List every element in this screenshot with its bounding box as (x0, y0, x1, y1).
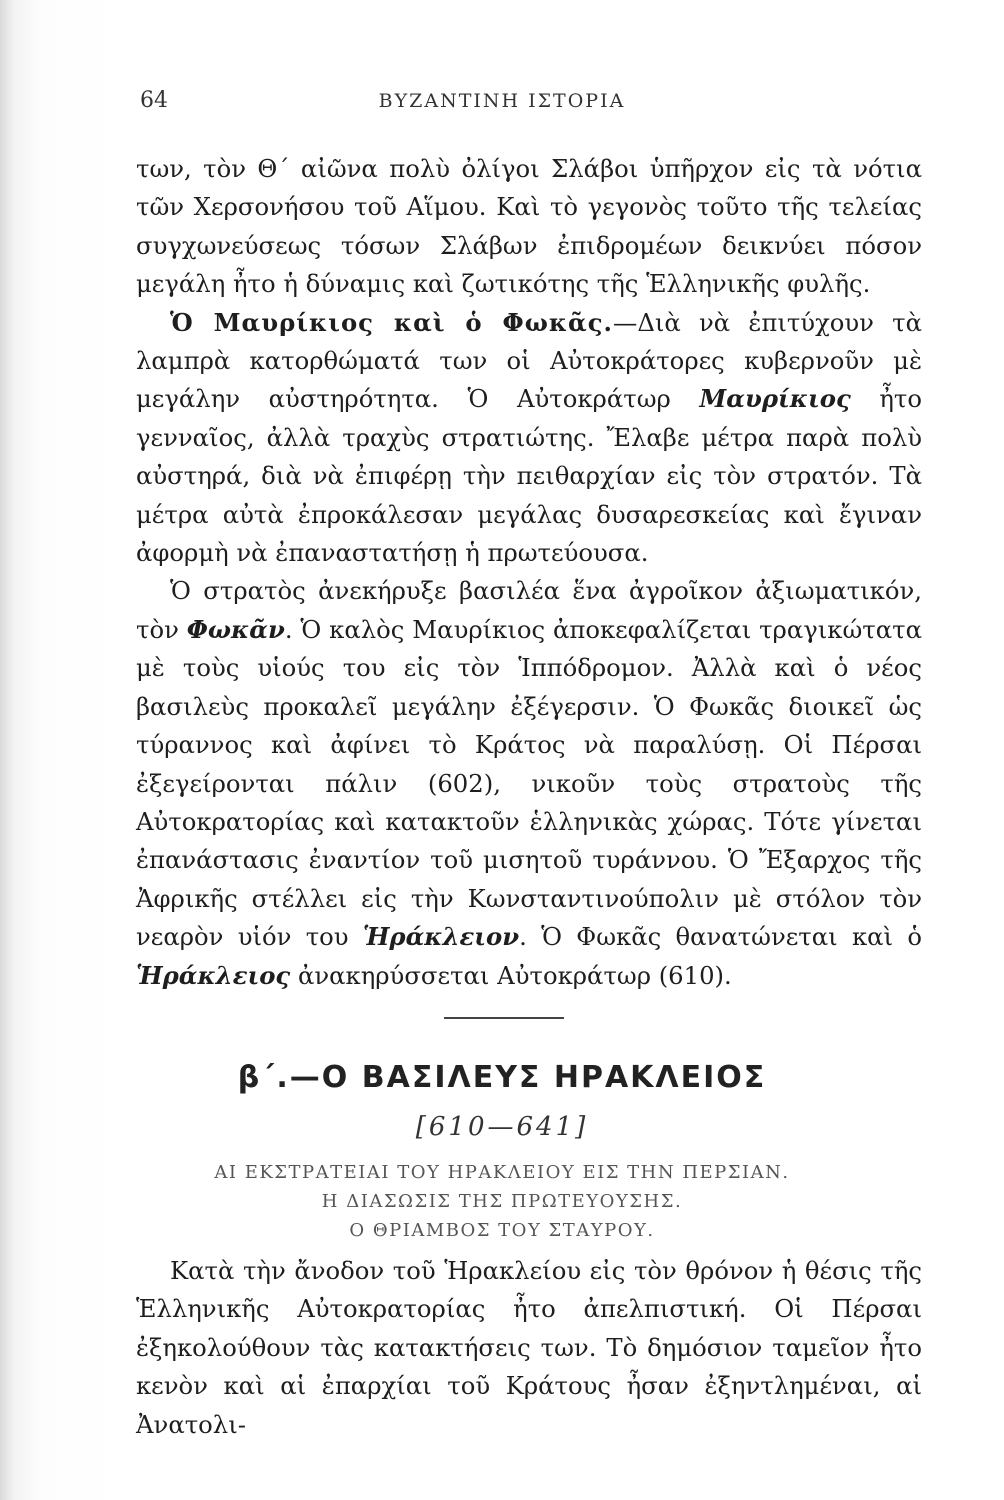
main-text (136, 150, 922, 995)
paragraph-text: . Ὁ καλὸς Μαυρίκιος ἀποκεφαλίζεται τραγικώτατα μὲ τοὺς υἱούς του εἰς τὸν Ἱππόδρομον. Ἀλλὰ καὶ ὁ νέος βασιλεὺς προκαλεῖ μεγάλην ἐξέγερσιν. Ὁ Φωκᾶς διοικεῖ ὡς τύραννος καὶ ἀφίνει τὸ Κράτος νὰ παραλύσῃ. Οἱ Πέρσαι ἐξεγείρονται πάλιν (602), νικοῦν τοὺς στρατοὺς τῆς Αὐτοκρατορίας καὶ κατακτοῦν ἑλληνικὰς χώρας. Τότε γίνεται ἐπανάστασις ἐναντίον τοῦ μισητοῦ τυράννου. Ὁ Ἔξαρχος τῆς Ἀφρικῆς στέλλει εἰς τὴν Κωνσταντινούπολιν μὲ στόλον τὸν νεαρὸν υἱόν του (136, 614, 922, 952)
page-header (0, 88, 1004, 120)
emphasized-name: Μαυρίκιος (699, 384, 851, 414)
emphasized-name: Φωκᾶν (186, 614, 285, 644)
paragraph-text: Ὁ στρατὸς ἀνεκήρυξε βασιλέα ἕνα ἀγροῖκον ἀξιωματικόν, τὸν (136, 576, 922, 644)
chapter-dates: [610—641] (415, 1112, 589, 1142)
chapter-title: β΄.—Ο ΒΑΣΙΛΕΥΣ ΗΡΑΚΛΕΙΟΣ (237, 1060, 767, 1095)
inline-heading: Ὁ Μαυρίκιος καὶ ὁ Φωκᾶς. (170, 307, 614, 337)
emphasized-name: Ἡράκλειος (136, 960, 291, 990)
paragraph-text: ἦτο γενναῖος, ἀλλὰ τραχὺς στρατιώτης. Ἔλαβε μέτρα παρὰ πολὺ αὐστηρά, διὰ νὰ ἐπιφέρῃ τὴν πειθαρχίαν εἰς τὸν στρατόν. Τὰ μέτρα αὐτὰ ἐπροκάλεσαν μεγάλας δυσαρεσκείας καὶ ἔγιναν ἀφορμὴ νὰ ἐπαναστατήσῃ ἡ πρωτεύουσα. (136, 384, 922, 568)
subtitle-line: Ο ΘΡΙΑΜΒΟΣ ΤΟΥ ΣΤΑΥΡΟΥ. (349, 1220, 655, 1241)
paragraph-text: —Διὰ νὰ ἐπιτύχουν τὰ λαμπρὰ κατορθώματά των οἱ Αὐτοκράτορες κυβερνοῦν μὲ μεγάλην αὐστηρότητα. Ὁ Αὐτοκράτωρ (136, 307, 922, 414)
paragraph-text: ἀνακηρύσσεται Αὐτοκράτωρ (610). (290, 960, 732, 990)
section-divider (444, 1017, 564, 1019)
subtitle-line: Η ΔΙΑΣΩΣΙΣ ΤΗΣ ΠΡΩΤΕΥΟΥΣΗΣ. (321, 1191, 683, 1212)
paragraph-text: . Ὁ Φωκᾶς θανατώνεται καὶ ὁ (519, 922, 922, 952)
chapter-text (136, 1252, 922, 1444)
emphasized-name: Ἡράκλειον (362, 922, 520, 952)
paragraph-herakleios: Κατὰ τὴν ἄνοδον τοῦ Ἡρακλείου εἰς τὸν θρόνον ἡ θέσις τῆς Ἑλληνικῆς Αὐτοκρατορίας ἦτο ἀπελπιστική. Οἱ Πέρσαι ἐξηκολούθουν τὰς κατακτήσεις των. Τὸ δημόσιον ταμεῖον ἦτο κενὸν καὶ αἱ ἐπαρχίαι τοῦ Κράτους ἦσαν ἐξηντλημέναι, αἱ Ἀνατολι- (136, 1256, 922, 1439)
page-number: 64 (140, 88, 168, 113)
subtitle-line: ΑΙ ΕΚΣΤΡΑΤΕΙΑΙ ΤΟΥ ΗΡΑΚΛΕΙΟΥ ΕΙΣ ΤΗΝ ΠΕΡΣΙΑΝ. (214, 1162, 790, 1183)
running-head: ΒΥΖΑΝΤΙΝΗ ΙΣΤΟΡΙΑ (378, 90, 626, 112)
paragraph-maurikios (136, 304, 922, 573)
paragraph-fokas (136, 572, 922, 994)
chapter-subtitles (0, 1158, 1004, 1245)
paragraph-intro: των, τὸν Θ΄ αἰῶνα πολὺ ὀλίγοι Σλάβοι ὑπῆρχον εἰς τὰ νότια τῶν Χερσονήσου τοῦ Αἵμου. Καὶ τὸ γεγονὸς τοῦτο τῆς τελείας συγχωνεύσεως τόσων Σλάβων ἐπιδρομέων δεικνύει πόσον μεγάλη ἦτο ἡ δύναμις καὶ ζωτικότης τῆς Ἑλληνικῆς φυλῆς. (136, 154, 922, 299)
